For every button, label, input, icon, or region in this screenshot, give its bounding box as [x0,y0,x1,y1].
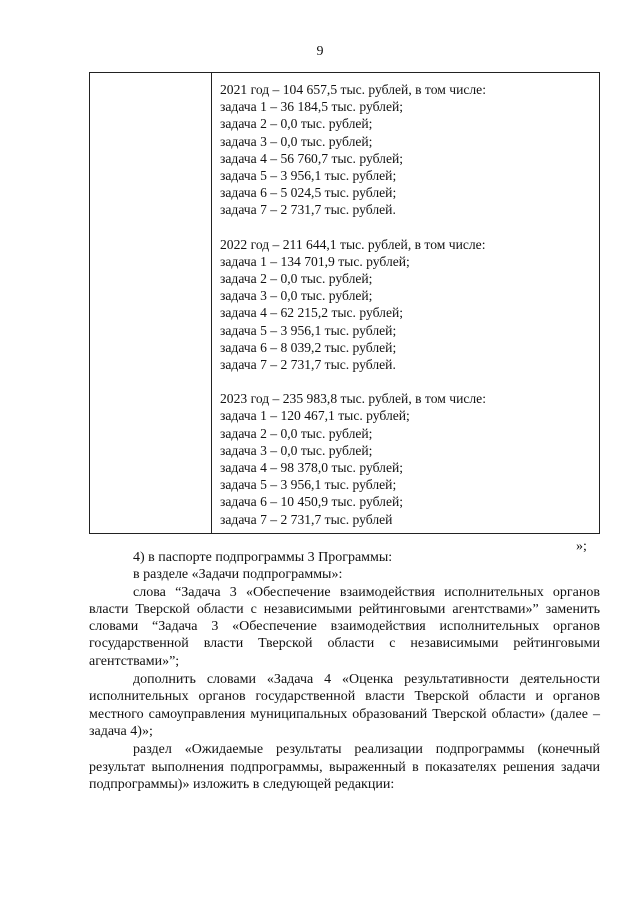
paragraph-expected-results: раздел «Ожидаемые результаты реализации подпрограммы (конечный результат выполнения подпрограммы, выраженный в показателях решения задачи подпрограммы)» изложить в следующей редакции: [89,742,600,792]
page-number: 9 [316,44,324,59]
funding-table [89,72,600,534]
year-block-2023 [220,390,590,528]
task-line: задача 1 – 36 184,5 тыс. рублей; [220,99,404,115]
task-line: задача 4 – 56 760,7 тыс. рублей; [220,150,404,166]
task-line: задача 7 – 2 731,7 тыс. рублей. [220,357,396,373]
task-line: задача 4 – 62 215,2 тыс. рублей; [220,305,404,321]
paragraph-item-4: 4) в паспорте подпрограммы 3 Программы: [133,550,393,565]
task-line: задача 4 – 98 378,0 тыс. рублей; [220,460,404,476]
year-block-2022 [220,236,590,374]
closing-quote: »; [576,539,587,554]
task-line: задача 6 – 5 024,5 тыс. рублей; [220,185,397,201]
task-line: задача 3 – 0,0 тыс. рублей; [220,133,373,149]
task-line: задача 2 – 0,0 тыс. рублей; [220,425,373,441]
task-line: задача 2 – 0,0 тыс. рублей; [220,271,373,287]
year-header: 2023 год – 235 983,8 тыс. рублей, в том числе: [220,391,486,407]
task-line: задача 7 – 2 731,7 тыс. рублей. [220,202,396,218]
task-line: задача 6 – 10 450,9 тыс. рублей; [220,494,404,510]
amendment-text [89,549,600,793]
paragraph-replace-words: слова “Задача 3 «Обеспечение взаимодействия исполнительных органов власти Тверской области с независимыми рейтинговыми агентствами»” заменить словами “Задача 3 «Обеспечение взаимодействия исполнительных органов государственной власти Тверской области с независимыми рейтинговыми агентствами»”; [89,584,600,669]
year-block-2021 [220,81,590,219]
year-header: 2022 год – 211 644,1 тыс. рублей, в том числе: [220,236,486,252]
table-column-divider [211,73,212,533]
task-line: задача 1 – 134 701,9 тыс. рублей; [220,253,410,269]
funding-cell [220,81,590,545]
task-line: задача 2 – 0,0 тыс. рублей; [220,116,373,132]
year-header: 2021 год – 104 657,5 тыс. рублей, в том числе: [220,82,486,97]
task-line: задача 7 – 2 731,7 тыс. рублей [220,511,393,527]
task-line: задача 5 – 3 956,1 тыс. рублей; [220,477,397,493]
task-line: задача 3 – 0,0 тыс. рублей; [220,442,373,458]
task-line: задача 5 – 3 956,1 тыс. рублей; [220,322,397,338]
task-line: задача 5 – 3 956,1 тыс. рублей; [220,168,397,184]
paragraph-section-tasks: в разделе «Задачи подпрограммы»: [133,567,343,583]
task-line: задача 3 – 0,0 тыс. рублей; [220,288,373,304]
task-line: задача 1 – 120 467,1 тыс. рублей; [220,408,410,424]
paragraph-add-task-4: дополнить словами «Задача 4 «Оценка результативности деятельности исполнительных органов государственной власти Тверской области и органов местного самоуправления муниципальных образований Тверской области» (далее – задача 4)»; [89,672,600,739]
task-line: задача 6 – 8 039,2 тыс. рублей; [220,339,397,355]
